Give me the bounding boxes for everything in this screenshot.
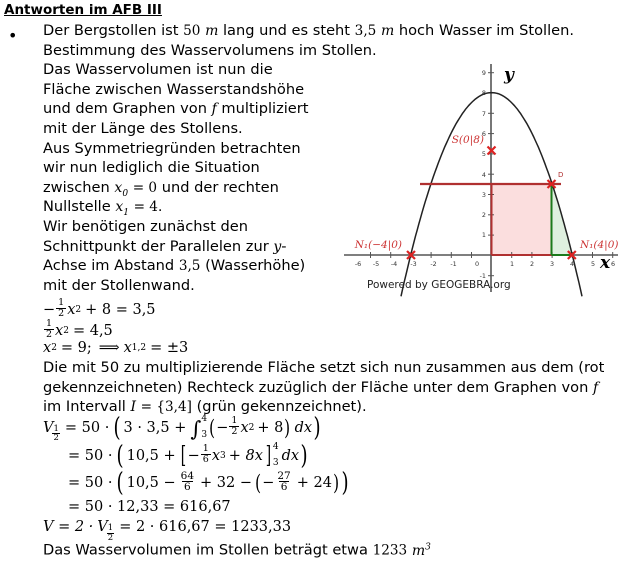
equals-fifty: = 50 · bbox=[68, 474, 113, 491]
geogebra-parabola-plot bbox=[336, 58, 624, 298]
open-paren-inner: ( bbox=[255, 470, 262, 495]
term-c: + 24 bbox=[296, 474, 332, 491]
open-paren: ( bbox=[116, 467, 125, 498]
close-paren: ) bbox=[341, 467, 349, 498]
equation-tail: + 8 = 3,5 bbox=[85, 301, 156, 318]
equation-volume-line4: = 50 · 12,33 = 616,67 bbox=[68, 499, 231, 515]
subscript-one-half: $\frac{1}{2}$ bbox=[107, 523, 114, 543]
svg-text:-4: -4 bbox=[390, 260, 398, 268]
svg-text:4: 4 bbox=[569, 260, 575, 268]
open-paren: ( bbox=[113, 412, 121, 443]
equation-total-volume bbox=[43, 518, 292, 543]
svg-text:3: 3 bbox=[481, 191, 486, 199]
svg-text:6: 6 bbox=[481, 130, 486, 138]
equals-fifty: = 50 · bbox=[68, 447, 113, 464]
variable-V: V bbox=[43, 419, 54, 436]
prose-line-9: zwischen $x_0 = 0$ und der rechten bbox=[43, 178, 279, 199]
prose-line-2: Bestimmung des Wasservolumens im Stollen. bbox=[43, 41, 377, 59]
svg-text:5: 5 bbox=[590, 260, 596, 268]
volume-rhs: = 2 · 616,67 = 1233,33 bbox=[119, 519, 292, 535]
svg-text:1: 1 bbox=[509, 260, 515, 268]
variable-x: x bbox=[123, 340, 132, 356]
red-rectangle-fill bbox=[491, 184, 552, 255]
y-tick-labels bbox=[480, 69, 486, 280]
close-paren-inner: ) bbox=[284, 415, 291, 440]
prose-line-5: und dem Graphen von f multipliziert bbox=[43, 100, 309, 118]
open-bracket: [ bbox=[180, 442, 186, 469]
bullet-marker: • bbox=[8, 26, 18, 45]
svg-text:0: 0 bbox=[474, 260, 480, 268]
term-b: + 32 − bbox=[200, 474, 252, 491]
prose-line-14: mit der Stollenwand. bbox=[43, 276, 195, 294]
variable-x: x bbox=[240, 419, 249, 436]
close-paren: ) bbox=[300, 440, 308, 471]
page-title: Antworten im AFB III bbox=[4, 2, 162, 18]
equation-volume-line2 bbox=[68, 440, 309, 471]
fraction-one-half: $\frac{1}{2}$ bbox=[231, 415, 238, 437]
prose-line-6: mit der Länge des Stollens. bbox=[43, 119, 243, 137]
svg-text:2: 2 bbox=[529, 260, 535, 268]
differential-dx: dx bbox=[294, 419, 313, 436]
exponent: 2 bbox=[51, 343, 57, 353]
minus-sign: − bbox=[262, 474, 275, 491]
svg-text:3: 3 bbox=[549, 260, 555, 268]
fraction-64-6: $\frac{64}{6}$ bbox=[180, 470, 195, 493]
equation-intersection-2 bbox=[43, 320, 113, 341]
svg-text:5: 5 bbox=[481, 150, 486, 158]
integral-sign: ∫ bbox=[190, 416, 202, 441]
svg-text:4: 4 bbox=[481, 171, 486, 179]
minus-sign: − bbox=[216, 419, 229, 436]
plot-svg bbox=[336, 58, 624, 298]
fraction-27-6: $\frac{27}{6}$ bbox=[277, 470, 291, 493]
volume-lhs: V = 2 · bbox=[43, 519, 94, 535]
geogebra-credit: Powered by GEOGEBRA.org bbox=[367, 279, 511, 291]
prose-line-13: Achse im Abstand 3,5 (Wasserhöhe) bbox=[43, 257, 306, 275]
variable-x: x bbox=[67, 301, 76, 318]
open-paren-inner: ( bbox=[209, 415, 216, 440]
svg-text:1: 1 bbox=[481, 231, 486, 239]
prose-line-10: Nullstelle $x_1 = 4$. bbox=[43, 198, 163, 219]
point-label-N1-right: N₁(4|0) bbox=[580, 239, 619, 251]
variable-x: x bbox=[211, 447, 221, 464]
exponent: 2 bbox=[248, 422, 255, 433]
svg-text:-1: -1 bbox=[479, 272, 486, 280]
minus-sign: − bbox=[187, 447, 200, 464]
prose-line-1: Der Bergstollen ist 50 m lang und es steht 3,5 m hoch Wasser im Stollen. bbox=[43, 22, 575, 39]
exponent: 2 bbox=[75, 304, 82, 315]
fraction-one-half: $\frac{1}{2}$ bbox=[46, 318, 53, 340]
exponent: 2 bbox=[63, 325, 69, 336]
fraction-one-half: $\frac{1}{2}$ bbox=[58, 297, 65, 319]
point-label-D: D bbox=[558, 171, 564, 179]
svg-text:-5: -5 bbox=[372, 260, 380, 268]
para2-line-2: gekennzeichneten) Rechteck zuzüglich der Fläche unter dem Graphen von f bbox=[43, 378, 599, 396]
para2-line-1: Die mit 50 zu multiplizierende Fläche setzt sich nun zusammen aus dem (rot bbox=[43, 359, 605, 376]
term-a: 10,5 − bbox=[126, 474, 176, 491]
implies-arrow: ⟹ bbox=[98, 340, 120, 356]
plus-eight-x: + 8x bbox=[228, 447, 263, 464]
variable-V: V bbox=[97, 519, 108, 535]
svg-text:9: 9 bbox=[481, 69, 486, 77]
x-tick-labels bbox=[355, 260, 615, 268]
prose-line-7: Aus Symmetriegründen betrachten bbox=[43, 139, 301, 157]
svg-text:8: 8 bbox=[481, 89, 486, 97]
exponent: 3 bbox=[220, 450, 226, 461]
prose-line-8: wir nun lediglich die Situation bbox=[43, 159, 260, 177]
equation-volume-line3 bbox=[68, 467, 350, 498]
close-paren-inner: ) bbox=[332, 470, 340, 495]
equals-fifty: = 50 · bbox=[64, 419, 110, 436]
point-label-N1-left: N₁(−4|0) bbox=[354, 239, 402, 251]
svg-text:-6: -6 bbox=[354, 260, 362, 268]
fraction-one-sixth: $\frac{1}{6}$ bbox=[202, 443, 209, 465]
variable-x: x bbox=[55, 322, 64, 339]
final-answer-sentence: Das Wasservolumen im Stollen beträgt etwa 1233 $m^3$ bbox=[43, 541, 431, 559]
differential-dx: dx bbox=[281, 447, 300, 464]
bracket-limits: 4 3 bbox=[272, 442, 279, 468]
integral-limits: 4 3 bbox=[201, 414, 208, 440]
svg-text:-3: -3 bbox=[410, 260, 417, 268]
subscript: 1,2 bbox=[131, 343, 147, 353]
svg-text:6: 6 bbox=[610, 260, 616, 268]
equation-tail: = ±3 bbox=[150, 340, 189, 356]
point-label-S: S(0|8) bbox=[451, 134, 484, 146]
answer-paragraph-2 bbox=[43, 358, 623, 417]
prose-line-3: Das Wasservolumen ist nun die bbox=[43, 61, 273, 79]
svg-text:-2: -2 bbox=[430, 260, 437, 268]
prose-line-11: Wir benötigen zunächst den bbox=[43, 217, 248, 235]
para2-line-3: im Intervall I = {3,4] (grün gekennzeichnet). bbox=[43, 398, 367, 416]
minus-sign: − bbox=[43, 301, 56, 318]
svg-text:-1: -1 bbox=[450, 260, 457, 268]
equation-intersection-3 bbox=[43, 340, 188, 356]
svg-text:7: 7 bbox=[481, 110, 486, 118]
variable-x: x bbox=[43, 340, 52, 356]
prose-line-4: Fläche zwischen Wasserstandshöhe bbox=[43, 80, 305, 98]
x-axis-label: x bbox=[600, 253, 611, 273]
rect-value: 10,5 + bbox=[126, 447, 176, 464]
subscript-one-half: $\frac{1}{2}$ bbox=[53, 423, 59, 443]
close-bracket: ] bbox=[265, 442, 272, 469]
equation-mid: = 9; bbox=[60, 340, 92, 356]
equation-intersection-1 bbox=[43, 299, 156, 320]
svg-text:2: 2 bbox=[481, 211, 486, 219]
equation-volume-line1 bbox=[43, 412, 322, 443]
plus-eight: + 8 bbox=[257, 419, 284, 436]
equation-tail: = 4,5 bbox=[72, 322, 113, 339]
rect-term: 3 · 3,5 + bbox=[123, 419, 187, 436]
prose-line-12: Schnittpunkt der Parallelen zur y- bbox=[43, 237, 287, 255]
close-paren: ) bbox=[313, 412, 321, 443]
y-axis-label: y bbox=[504, 65, 514, 85]
open-paren: ( bbox=[116, 440, 125, 471]
